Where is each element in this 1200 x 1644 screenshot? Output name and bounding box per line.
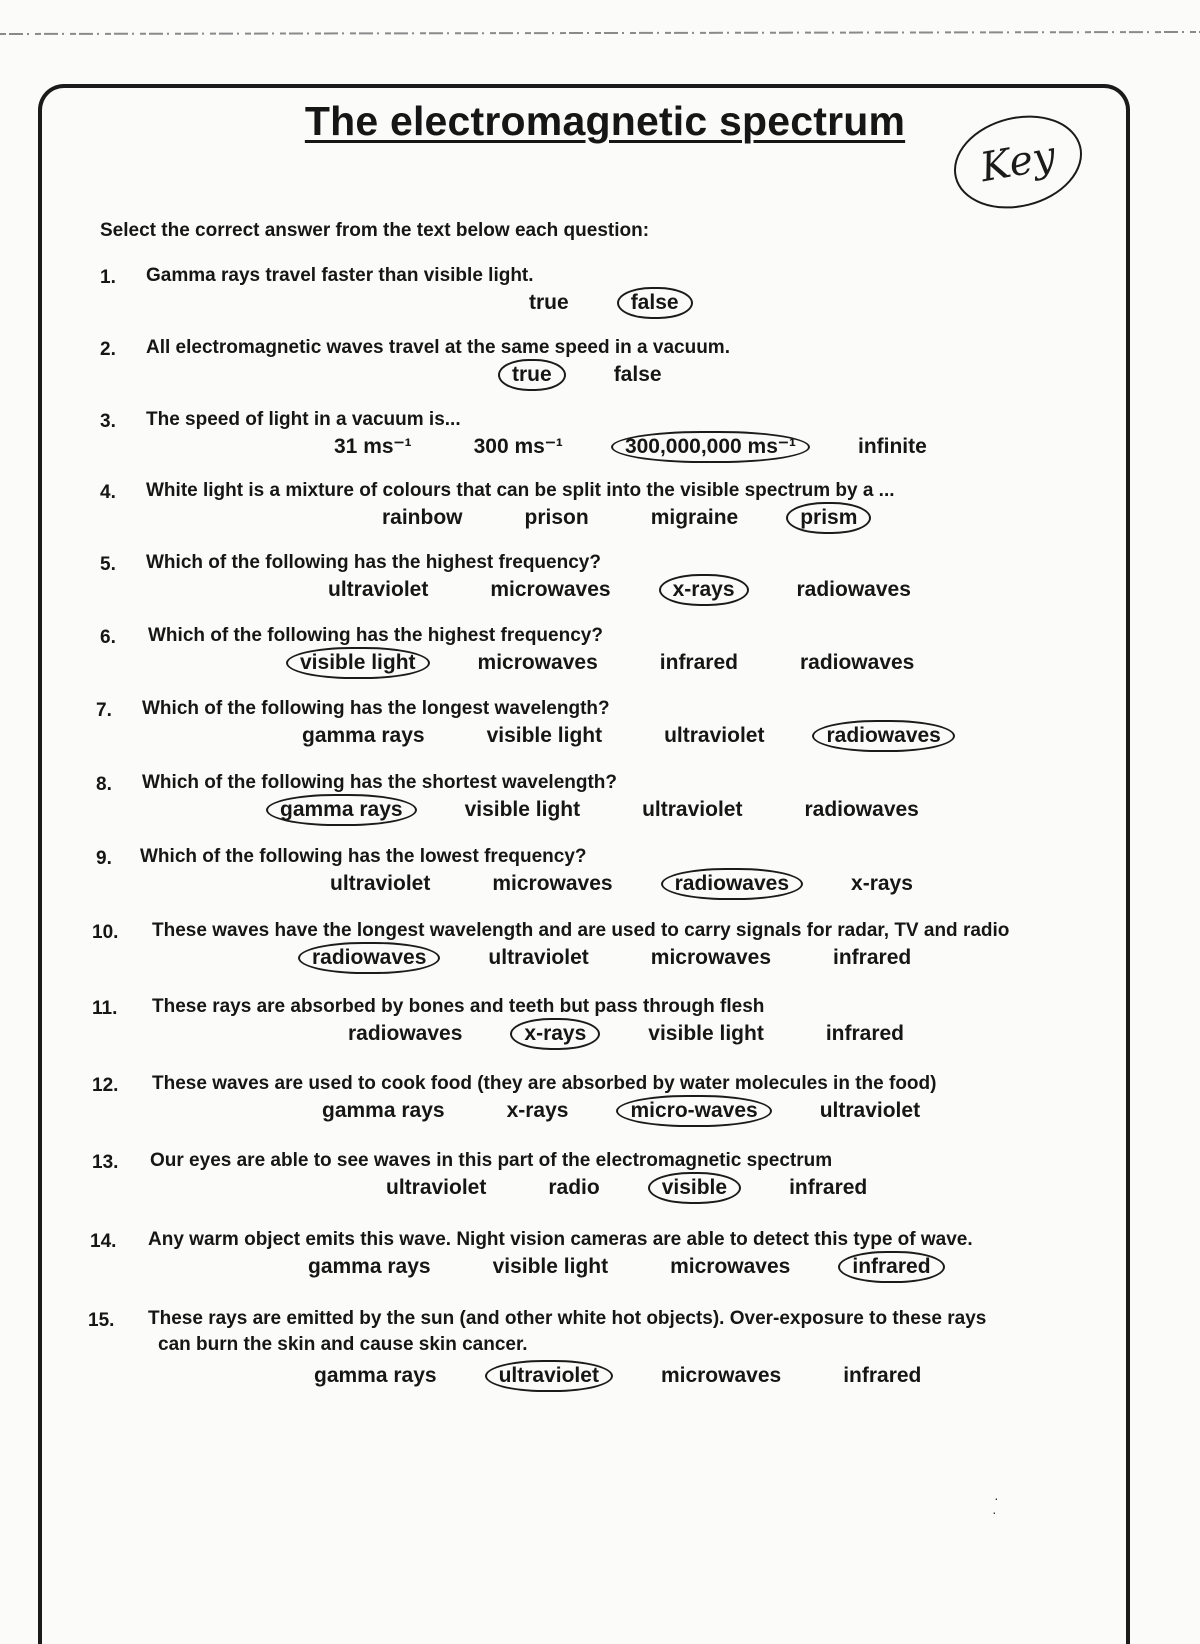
question-number: 10. (92, 922, 119, 943)
page-title: The electromagnetic spectrum (304, 98, 906, 144)
answer-option-circled: true (498, 359, 566, 391)
question-text-line: These waves are used to cook food (they are absorbed by water molecules in the food) (152, 1073, 937, 1094)
question-text (146, 480, 895, 502)
answer-option-circled: 300,000,000 ms⁻¹ (611, 431, 810, 463)
scan-speck: · (994, 1490, 999, 1506)
answer-option: gamma rays (302, 724, 425, 747)
answer-option: microwaves (670, 1255, 791, 1278)
question-text (148, 625, 603, 647)
answer-option: ultraviolet (664, 724, 765, 747)
answer-option: ultraviolet (386, 1176, 487, 1199)
answer-options (288, 720, 955, 752)
question-number: 6. (100, 627, 116, 648)
answer-option: infrared (833, 946, 912, 969)
answer-option: infrared (843, 1364, 922, 1387)
question-number: 2. (100, 339, 116, 360)
answer-option: ultraviolet (488, 946, 589, 969)
answer-options (308, 1095, 934, 1127)
answer-option-circled: x-rays (510, 1018, 600, 1050)
scan-speck: · (992, 1504, 997, 1520)
question-text (140, 846, 587, 868)
answer-options (298, 942, 925, 974)
answer-option: infrared (789, 1176, 868, 1199)
scan-edge-noise (0, 28, 1200, 46)
question-number: 4. (100, 482, 116, 503)
answer-option: rainbow (382, 506, 463, 529)
answer-option-circled: false (617, 287, 693, 319)
answer-option-circled: visible (648, 1172, 741, 1204)
question-text (146, 409, 461, 431)
answer-option: x-rays (851, 872, 913, 895)
answer-option: ultraviolet (328, 578, 429, 601)
answer-option-circled: radiowaves (661, 868, 803, 900)
question-text-line: Gamma rays travel faster than visible light. (146, 265, 534, 286)
question-text (146, 552, 601, 574)
answer-option: false (613, 363, 662, 386)
answer-option: prison (524, 506, 589, 529)
answer-option: microwaves (492, 872, 613, 895)
answer-option: radiowaves (799, 651, 915, 674)
answer-options (286, 647, 928, 679)
answer-option: gamma rays (322, 1099, 445, 1122)
question-text (146, 265, 534, 287)
answer-option-circled: gamma rays (266, 794, 417, 826)
question-text-line: Which of the following has the shortest wavelength? (142, 772, 618, 793)
answer-option-circled: ultraviolet (485, 1360, 613, 1392)
question-number: 11. (92, 998, 118, 1019)
question-text (146, 337, 730, 359)
question-text (148, 1308, 986, 1356)
question-number: 3. (100, 411, 116, 432)
answer-options (316, 868, 927, 900)
answer-options (498, 359, 676, 391)
answer-options (334, 1018, 918, 1050)
answer-option: ultraviolet (330, 872, 431, 895)
answer-option: gamma rays (308, 1255, 431, 1278)
question-text-line: All electromagnetic waves travel at the same speed in a vacuum. (146, 337, 730, 358)
question-text (150, 1150, 832, 1172)
question-text-line: Which of the following has the lowest frequency? (140, 846, 587, 867)
question-text-line: Which of the following has the highest frequency? (148, 625, 603, 646)
question-text-line: Any warm object emits this wave. Night vision cameras are able to detect this type of wave. (148, 1229, 973, 1250)
answer-option: 31 ms⁻¹ (334, 435, 412, 458)
answer-options (314, 574, 925, 606)
answer-option: microwaves (660, 1364, 782, 1387)
question-text (152, 920, 1009, 942)
instructions: Select the correct answer from the text below each question: (100, 220, 650, 241)
answer-option: x-rays (506, 1099, 569, 1122)
answer-option: microwaves (650, 946, 772, 969)
question-number: 9. (96, 848, 112, 869)
question-text (152, 996, 764, 1018)
answer-option: visible light (648, 1022, 764, 1045)
answer-option: visible light (486, 724, 603, 747)
question-text-line: can burn the skin and cause skin cancer. (158, 1334, 528, 1355)
answer-option-circled: visible light (286, 647, 430, 679)
question-number: 14. (90, 1231, 117, 1252)
answer-option: gamma rays (314, 1364, 437, 1387)
question-text (142, 698, 610, 720)
answer-option-circled: radiowaves (298, 942, 440, 974)
question-text-line: These rays are emitted by the sun (and other white hot objects). Over-exposure to these rays (148, 1308, 987, 1329)
question-number: 1. (100, 267, 116, 288)
answer-option: infrared (659, 651, 738, 674)
question-number: 8. (96, 774, 112, 795)
answer-option-circled: infrared (838, 1251, 944, 1283)
answer-options (294, 1251, 945, 1283)
answer-option-circled: radiowaves (812, 720, 954, 752)
answer-option: true (529, 291, 569, 314)
answer-option: migraine (650, 506, 739, 529)
answer-option: microwaves (490, 578, 611, 601)
answer-option: radiowaves (804, 798, 919, 821)
answer-options (368, 502, 871, 534)
question-number: 15. (88, 1310, 115, 1331)
answer-option: ultraviolet (642, 798, 743, 821)
question-text (142, 772, 617, 794)
answer-options (515, 287, 693, 319)
key-stamp (948, 112, 1088, 212)
answer-option: ultraviolet (819, 1099, 921, 1122)
answer-option-circled: micro-waves (616, 1095, 771, 1127)
question-text-line: Our eyes are able to see waves in this part of the electromagnetic spectrum (150, 1150, 833, 1171)
question-text (152, 1073, 936, 1095)
answer-option: infinite (857, 435, 927, 458)
question-text-line: These rays are absorbed by bones and teeth but pass through flesh (152, 996, 765, 1017)
answer-option: 300 ms⁻¹ (473, 435, 563, 458)
question-text-line: Which of the following has the highest frequency? (146, 552, 601, 573)
answer-option: visible light (492, 1255, 609, 1278)
answer-option: radiowaves (796, 578, 911, 601)
answer-option: infrared (825, 1022, 905, 1045)
answer-option-circled: x-rays (659, 574, 749, 606)
answer-option-circled: prism (786, 502, 871, 534)
answer-options (266, 794, 933, 826)
question-text-line: These waves have the longest wavelength and are used to carry signals for radar, TV and radio (152, 920, 1010, 941)
key-stamp-text: Key (977, 132, 1059, 192)
answer-option: microwaves (477, 651, 598, 674)
question-number: 13. (92, 1152, 119, 1173)
answer-options (320, 431, 941, 463)
answer-option: radio (548, 1176, 600, 1199)
question-text (148, 1229, 973, 1251)
question-text-line: Which of the following has the longest wavelength? (142, 698, 610, 719)
question-text-line: White light is a mixture of colours that can be split into the visible spectrum by a ... (146, 480, 895, 501)
answer-options (300, 1360, 935, 1392)
question-number: 12. (92, 1075, 119, 1096)
answer-option: visible light (464, 798, 581, 821)
question-number: 5. (100, 554, 116, 575)
question-text-line: The speed of light in a vacuum is... (146, 409, 461, 430)
answer-options (372, 1172, 881, 1204)
question-number: 7. (96, 700, 112, 721)
answer-option: radiowaves (348, 1022, 463, 1045)
